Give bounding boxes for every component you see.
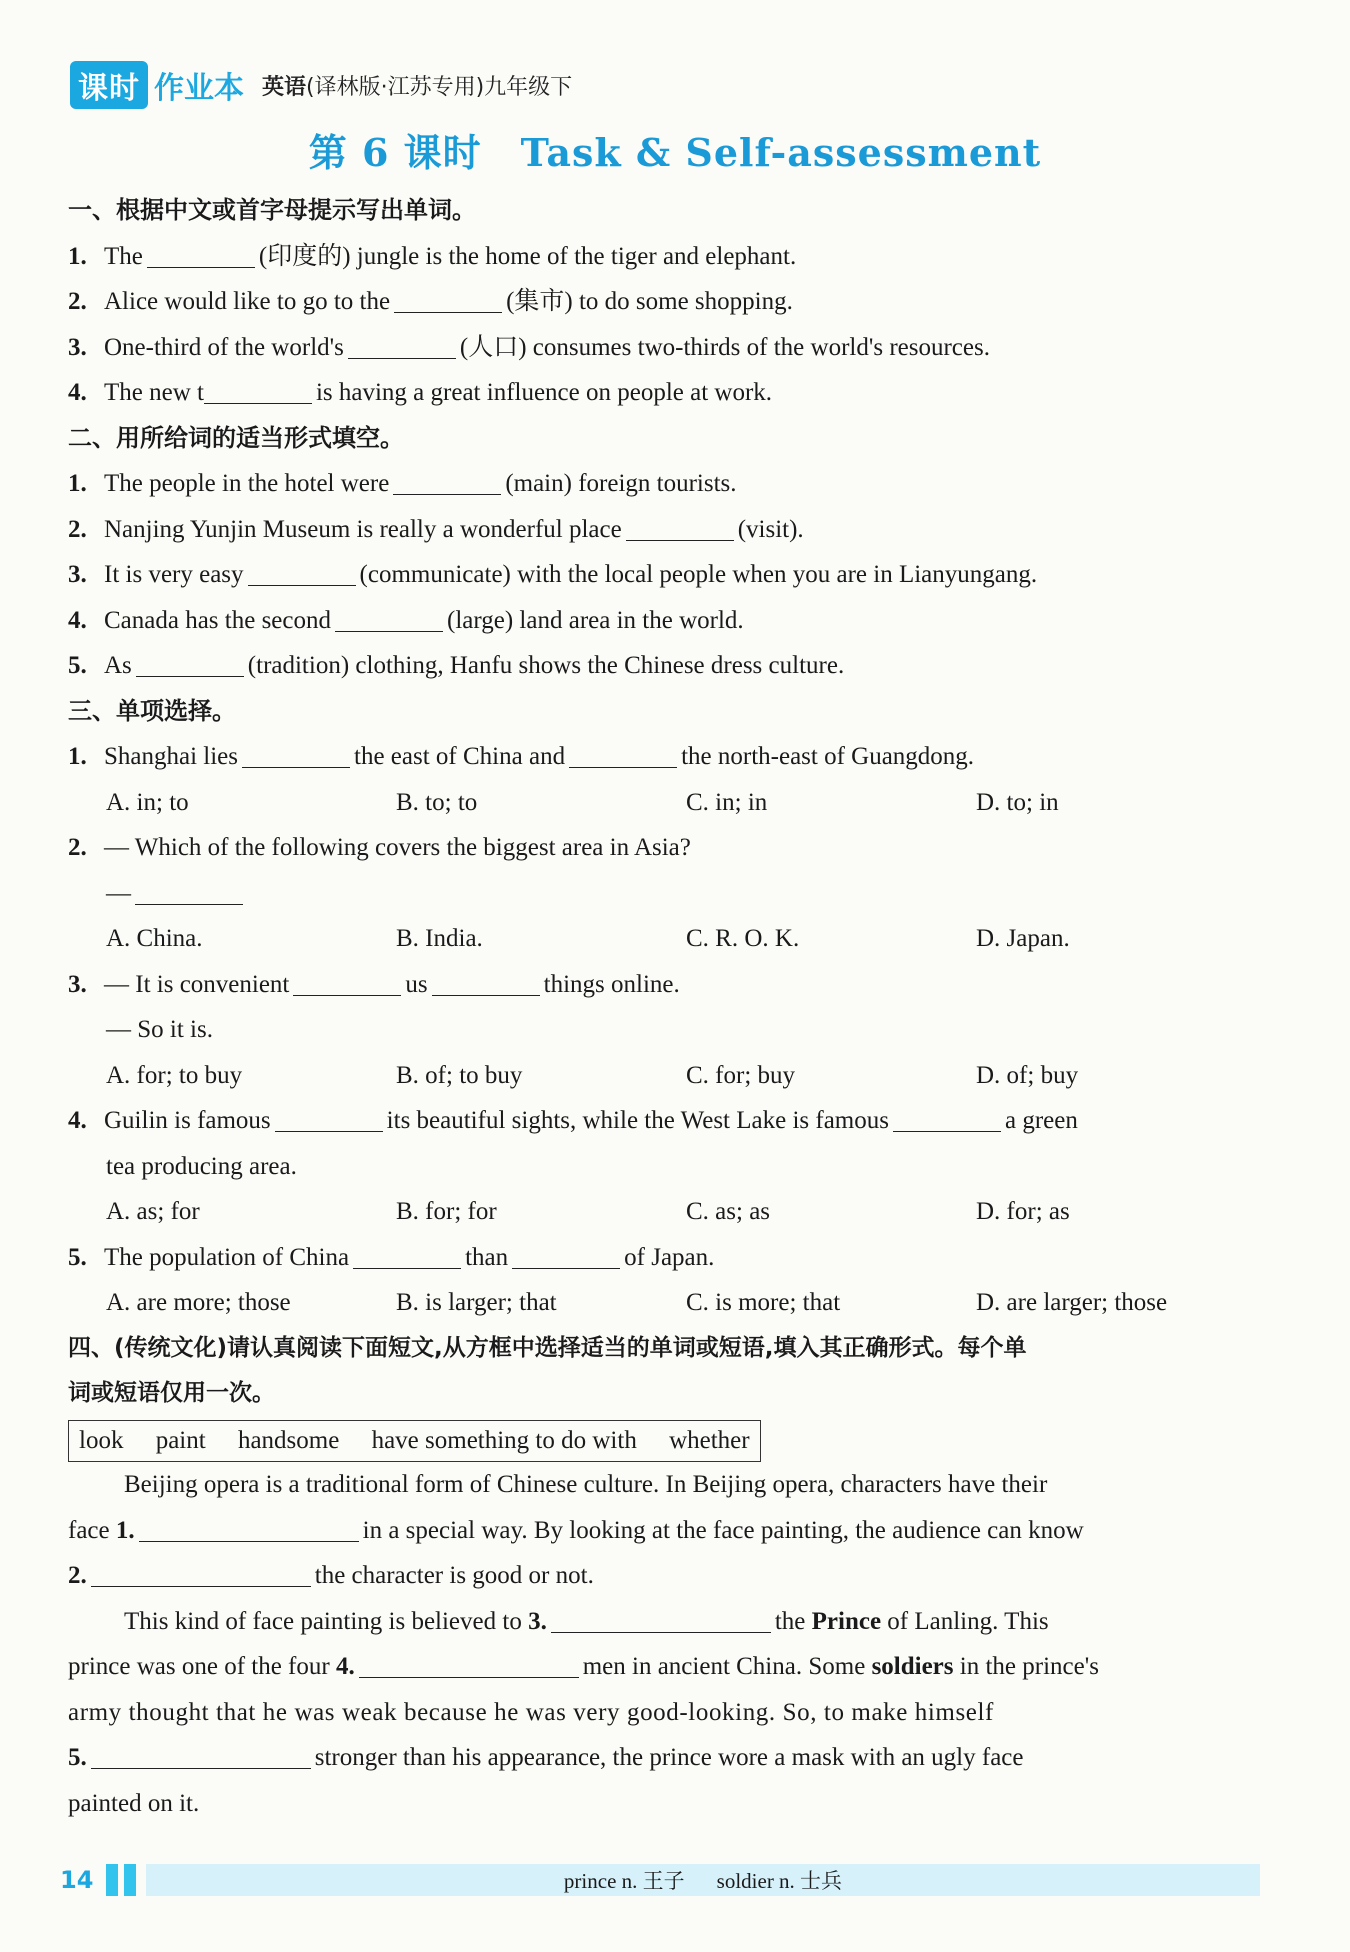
- word-option: handsome: [237, 1426, 340, 1454]
- option-a[interactable]: A. for; to buy: [106, 1061, 243, 1089]
- option-c[interactable]: C. as; as: [686, 1198, 771, 1225]
- s3-q5: 5. The population of China than of Japan.: [68, 1243, 715, 1271]
- word-option: paint: [155, 1426, 206, 1454]
- s3-q4-options: [68, 1189, 1268, 1235]
- s1-item-3: 3. One-third of the world's (人口) consumes two-thirds of the world's resources.: [68, 333, 990, 361]
- answer-blank[interactable]: [248, 559, 356, 586]
- s3-q2-reply: —: [68, 871, 1268, 917]
- option-d[interactable]: D. of; buy: [976, 1061, 1079, 1089]
- option-a[interactable]: A. in; to: [106, 788, 189, 816]
- answer-blank[interactable]: [394, 286, 502, 313]
- s3-q3-options: [68, 1053, 1268, 1099]
- logo-box: 课时: [70, 61, 148, 109]
- gloss-prince: prince n. 王子: [563, 1869, 685, 1893]
- passage-p1-line3: 2. the character is good or not.: [68, 1562, 594, 1589]
- passage-p2-line2: prince was one of the four 4. men in ancient China. Some soldiers in the prince's: [68, 1653, 1099, 1680]
- word-box: [68, 1420, 761, 1462]
- answer-blank[interactable]: [91, 1742, 311, 1769]
- section-1-title: 一、根据中文或首字母提示写出单词。: [68, 196, 476, 224]
- s1-item-4: 4. The new t is having a great influence on people at work.: [68, 379, 773, 406]
- answer-blank[interactable]: [135, 878, 243, 905]
- option-d[interactable]: D. for; as: [976, 1198, 1070, 1225]
- option-a[interactable]: A. China.: [106, 925, 203, 952]
- section-2-title: 二、用所给词的适当形式填空。: [68, 423, 404, 452]
- answer-blank[interactable]: [348, 332, 456, 359]
- word-option: whether: [669, 1426, 750, 1454]
- answer-blank[interactable]: [393, 468, 501, 495]
- footer-bar: [106, 1864, 118, 1896]
- option-d[interactable]: D. to; in: [976, 788, 1059, 816]
- answer-blank[interactable]: [242, 741, 350, 768]
- answer-blank[interactable]: [893, 1105, 1001, 1132]
- option-c[interactable]: C. is more; that: [686, 1289, 841, 1316]
- option-b[interactable]: B. India.: [396, 925, 483, 952]
- option-b[interactable]: B. of; to buy: [396, 1061, 523, 1089]
- answer-blank[interactable]: [204, 377, 312, 404]
- s3-q1: 1. Shanghai lies the east of China and the north-east of Guangdong.: [68, 743, 975, 770]
- s3-q3-reply: — So it is.: [106, 1016, 213, 1043]
- s1-item-1: 1. The (印度的) jungle is the home of the tiger and elephant.: [68, 242, 797, 270]
- option-c[interactable]: C. for; buy: [686, 1061, 796, 1089]
- passage-p1-line1: Beijing opera is a traditional form of Chinese culture. In Beijing opera, characters have their: [124, 1471, 1048, 1498]
- passage-p1-line2: face 1. in a special way. By looking at the face painting, the audience can know: [68, 1516, 1084, 1544]
- section-3-title: 三、单项选择。: [68, 696, 236, 725]
- s3-q2: 2. — Which of the following covers the biggest area in Asia?: [68, 834, 691, 861]
- passage-p2-line1: This kind of face painting is believed to 3. the Prince of Lanling. This: [124, 1607, 1049, 1635]
- answer-blank[interactable]: [335, 605, 443, 632]
- s3-q5-options: [68, 1280, 1268, 1326]
- answer-blank[interactable]: [353, 1242, 461, 1269]
- s2-item-2: 2. Nanjing Yunjin Museum is really a wonderful place (visit).: [68, 515, 804, 543]
- section-4-title-line1: 四、(传统文化)请认真阅读下面短文,从方框中选择适当的单词或短语,填入其正确形式。每个单: [68, 1334, 1027, 1361]
- s3-q4-cont: tea producing area.: [106, 1152, 297, 1180]
- s3-q1-options: [68, 780, 1268, 826]
- answer-blank[interactable]: [569, 741, 677, 768]
- answer-blank[interactable]: [359, 1651, 579, 1678]
- s2-item-1: 1. The people in the hotel were (main) foreign tourists.: [68, 470, 737, 497]
- option-b[interactable]: B. to; to: [396, 788, 478, 816]
- section-4-title-line2: 词或短语仅用一次。: [68, 1380, 275, 1406]
- word-box-row: [68, 1417, 1268, 1463]
- answer-blank[interactable]: [512, 1242, 620, 1269]
- exercise-content: [68, 188, 1268, 1826]
- page-number: 14: [60, 1866, 94, 1894]
- s3-q4: 4. Guilin is famous its beautiful sights, while the West Lake is famous a green: [68, 1107, 1078, 1134]
- answer-blank[interactable]: [136, 650, 244, 677]
- option-b[interactable]: B. is larger; that: [396, 1289, 557, 1316]
- option-b[interactable]: B. for; for: [396, 1198, 497, 1225]
- option-c[interactable]: C. in; in: [686, 788, 768, 816]
- workbook-logo: [70, 61, 244, 109]
- s3-q2-options: [68, 916, 1268, 962]
- answer-blank[interactable]: [551, 1606, 771, 1633]
- option-d[interactable]: D. Japan.: [976, 925, 1070, 952]
- answer-blank[interactable]: [275, 1105, 383, 1132]
- footer-bar: [124, 1864, 136, 1896]
- lesson-title: 第 6 课时 Task & Self-assessment: [308, 130, 1042, 175]
- s2-item-5: 5. As (tradition) clothing, Hanfu shows the Chinese dress culture.: [68, 652, 845, 679]
- passage-p2-line5: painted on it.: [68, 1789, 200, 1817]
- passage-p2-line4: 5. stronger than his appearance, the prince wore a mask with an ugly face: [68, 1744, 1024, 1771]
- word-option: have something to do with: [371, 1426, 637, 1454]
- s3-q3: 3. — It is convenient us things online.: [68, 970, 680, 998]
- word-option: look: [79, 1426, 124, 1454]
- answer-blank[interactable]: [432, 969, 540, 996]
- logo-text: 作业本: [154, 71, 244, 106]
- passage-p2-line3: army thought that he was weak because he was very good-looking. So, to make himself: [68, 1698, 994, 1726]
- answer-blank[interactable]: [139, 1515, 359, 1542]
- answer-blank[interactable]: [147, 241, 255, 268]
- option-a[interactable]: A. are more; those: [106, 1289, 291, 1316]
- option-c[interactable]: C. R. O. K.: [686, 925, 800, 952]
- answer-blank[interactable]: [91, 1560, 311, 1587]
- glossary-strip: [146, 1864, 1260, 1896]
- s2-item-4: 4. Canada has the second (large) land area in the world.: [68, 606, 744, 634]
- answer-blank[interactable]: [293, 969, 401, 996]
- s1-item-2: 2. Alice would like to go to the (集市) to do some shopping.: [68, 288, 793, 315]
- page-header: [70, 60, 572, 110]
- gloss-soldier: soldier n. 士兵: [716, 1869, 843, 1893]
- answer-blank[interactable]: [626, 514, 734, 541]
- option-a[interactable]: A. as; for: [106, 1198, 200, 1225]
- s2-item-3: 3. It is very easy (communicate) with the local people when you are in Lianyungang.: [68, 561, 1038, 588]
- option-d[interactable]: D. are larger; those: [976, 1289, 1168, 1316]
- header-subject: 英语(译林版·江苏专用)九年级下: [262, 74, 573, 100]
- page-footer: [60, 1862, 1260, 1898]
